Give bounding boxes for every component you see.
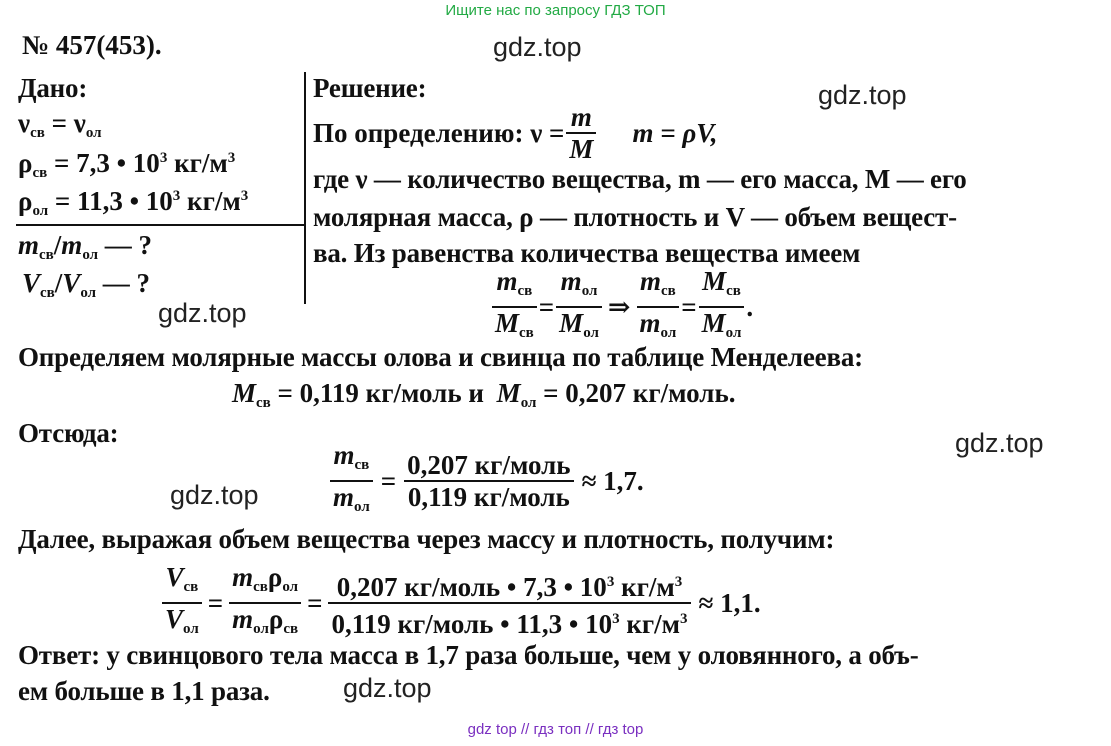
find-mass-ratio: $m_{св}/m_{ол}$ — ? — [18, 230, 153, 263]
given-rho-ol: $\rho_{ол} = 11,3$ • $10^3$ $кг/м^3$ — [18, 186, 249, 219]
fraction-M-sv-over-M-ol: $\frac{M_{св}}{M_{ол}}$ — [699, 266, 745, 348]
watermark: gdz.top — [493, 32, 582, 62]
top-banner: Ищите нас по запросу ГДЗ ТОП — [445, 2, 666, 19]
solution-where-line: где ν — количество вещества, m — его масса, M — его — [313, 164, 967, 194]
further-text: Далее, выражая объем вещества через массу и плотность, получим: — [18, 524, 835, 554]
given-divider — [16, 224, 306, 226]
watermark: gdz.top — [170, 480, 259, 510]
fraction-V-sv-over-V-ol: $\frac{V_{св}}{V_{ол}}$ — [162, 562, 202, 644]
hence-label: Отсюда: — [18, 418, 119, 448]
watermark: gdz.top — [343, 673, 432, 703]
equality-chain: $\frac{m_{св}}{M_{св}}$ = $\frac{m_{ол}}{M_{ол}}$ ⇒ $\frac{m_{св}}{m_{ол}}$ = $\frac{M_{св}}{M_{ол}}$ . — [490, 266, 753, 348]
bottom-banner: gdz top // гдз топ // гдз top — [467, 721, 644, 738]
fraction-nu: $\frac{m}{M}$ — [566, 102, 596, 164]
answer-line-2: ем больше в 1,1 раза. — [18, 676, 270, 706]
given-nu-equality: $\nu_{св} = \nu_{ол}$ — [18, 108, 102, 141]
watermark: gdz.top — [818, 80, 907, 110]
molar-text: Определяем молярные массы олова и свинца по таблице Менделеева: — [18, 342, 863, 372]
volume-ratio-formula: $\frac{V_{св}}{V_{ол}}$ = $\frac{m_{св}\rho_{ол}}{m_{ол}\rho_{св}}$ = $\frac{0,207 кг/моль • 7,3 • 10^3 кг/м^3}{0,119 кг/моль • 11,3 • 10^3 кг/м^3}$ ≈ 1,1. — [160, 562, 761, 644]
fraction-m-sv-over-m-ol: $\frac{m_{св}}{m_{ол}}$ — [637, 266, 680, 348]
definition-line: По определению: ν = $\frac{m}{M}$ m = ρV, — [313, 102, 718, 164]
mass-ratio-formula: $\frac{m_{св}}{m_{ол}}$ = $\frac{\text{0,207 кг/моль}}{\text{0,119 кг/моль}}$ ≈ 1,7. — [328, 440, 644, 522]
answer-line-1: Ответ: у свинцового тела масса в 1,7 раза больше, чем у оловянного, а объ- — [18, 640, 919, 670]
fraction-m-ol-over-M-ol: $\frac{m_{ол}}{M_{ол}}$ — [556, 266, 602, 348]
solution-header: Решение: — [313, 73, 427, 103]
given-vertical-rule — [304, 72, 306, 304]
fraction-m-rho: $\frac{m_{св}\rho_{ол}}{m_{ол}\rho_{св}}$ — [229, 562, 301, 644]
given-header: Дано: — [18, 73, 88, 103]
solution-molar-line: молярная масса, ρ — плотность и V — объем вещест- — [313, 202, 957, 232]
problem-number: № 457(453). — [22, 30, 162, 60]
find-volume-ratio: $V_{св}/V_{ол}$ — ? — [22, 268, 151, 301]
fraction-m-sv-over-m-ol: $\frac{m_{св}}{m_{ол}}$ — [330, 440, 373, 522]
molar-values: $M_{св} = 0,119$ кг/моль и $M_{ол} = 0,207$ кг/моль. — [232, 378, 736, 411]
watermark: gdz.top — [955, 428, 1044, 458]
solution-from-line: ва. Из равенства количества вещества имеем — [313, 238, 861, 268]
fraction-numeric-volume: $\frac{0,207 кг/моль • 7,3 • 10^3 кг/м^3}{0,119 кг/моль • 11,3 • 10^3 кг/м^3}$ — [328, 567, 690, 639]
fraction-molar-values: $\frac{\text{0,207 кг/моль}}{\text{0,119 кг/моль}}$ — [404, 450, 573, 512]
watermark: gdz.top — [158, 298, 247, 328]
given-rho-sv: $\rho_{св} = 7,3$ • $10^3$ $кг/м^3$ — [18, 148, 236, 181]
fraction-m-sv-over-M-sv: $\frac{m_{св}}{M_{св}}$ — [492, 266, 537, 348]
